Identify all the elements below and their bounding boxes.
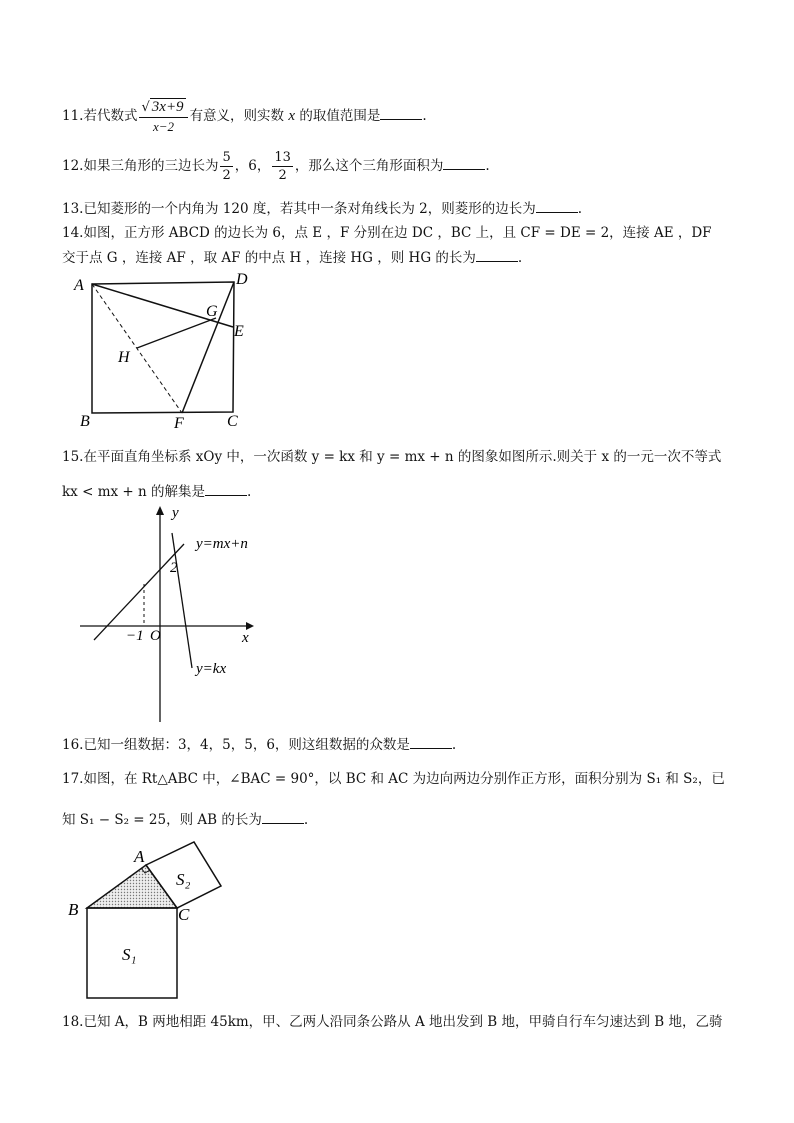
fraction: $\frac{13}{2}$ [274, 150, 291, 183]
fraction: $\frac{√ 3x+9}{x-2}$ [139, 100, 187, 133]
problem-16: 16.已知一组数据：3，4，5，5，6，则这组数据的众数是 . [62, 737, 457, 753]
figure-square-abcd [70, 270, 260, 435]
svg-text:C: C [178, 905, 190, 924]
svg-text:F: F [174, 415, 184, 432]
fraction: $\frac{5}{2}$ [222, 150, 231, 183]
figure-linear-functions [72, 500, 292, 725]
svg-text:S₁: S₁ [122, 945, 137, 964]
problem-17-line2: 知 S₁ − S₂ = 25，则 AB 的长为 . [62, 812, 309, 828]
problem-14-line1: 14.如图，正方形 ABCD 的边长为 6，点 E ，F 分别在边 DC ，BC 上，且 CF = DE = 2，连接 AE ，DF [62, 225, 712, 241]
answer-blank [205, 494, 247, 496]
svg-text:B: B [68, 900, 79, 919]
answer-blank [262, 822, 304, 824]
svg-text:O: O [150, 628, 161, 644]
svg-text:G: G [206, 303, 218, 320]
svg-text:H: H [118, 349, 130, 366]
svg-text:y: y [172, 505, 179, 521]
svg-text:C: C [227, 413, 238, 430]
problem-11: 11.若代数式 $\frac{√ 3x+9}{x-2}$ 有意义，则实数 x 的取值范围是 . [62, 99, 427, 134]
answer-blank [443, 168, 485, 170]
problem-18: 18.已知 A，B 两地相距 45km，甲、乙两人沿同条公路从 A 地出发到 B 地，甲骑自行车匀速达到 B 地，乙骑 [62, 1014, 723, 1030]
svg-text:E: E [234, 323, 244, 340]
svg-text:B: B [80, 413, 90, 430]
answer-blank [476, 260, 518, 262]
svg-text:x: x [242, 630, 249, 646]
svg-text:y=kx: y=kx [196, 661, 227, 677]
svg-text:2: 2 [170, 560, 178, 576]
answer-blank [536, 211, 578, 213]
answer-blank [380, 118, 422, 120]
svg-text:y=mx+n: y=mx+n [196, 536, 248, 552]
svg-text:A: A [74, 277, 84, 294]
problem-13: 13.已知菱形的一个内角为 120 度，若其中一条对角线长为 2，则菱形的边长为 . [62, 201, 582, 217]
problem-15-line2: kx < mx + n 的解集是 . [62, 484, 252, 500]
problem-15-line1: 15.在平面直角坐标系 xOy 中，一次函数 y = kx 和 y = mx + n 的图象如图所示.则关于 x 的一元一次不等式 [62, 449, 722, 465]
svg-text:−1: −1 [126, 628, 144, 644]
svg-text:S₂: S₂ [176, 870, 191, 889]
problem-14-line2: 交于点 G ，连接 AF ，取 AF 的中点 H ，连接 HG ，则 HG 的长为 . [62, 250, 523, 266]
svg-text:D: D [236, 271, 248, 288]
problem-17-line1: 17.如图，在 Rt△ABC 中，∠BAC = 90°，以 BC 和 AC 为边向两边分别作正方形，面积分别为 S₁ 和 S₂，已 [62, 771, 725, 787]
problem-12: 12.如果三角形的三边长为 $\frac{5}{2}$ ，6， $\frac{13}{2}$ ，那么这个三角形面积为 . [62, 150, 490, 183]
svg-text:A: A [134, 847, 145, 866]
answer-blank [410, 747, 452, 749]
figure-right-triangle-squares [66, 840, 236, 1005]
